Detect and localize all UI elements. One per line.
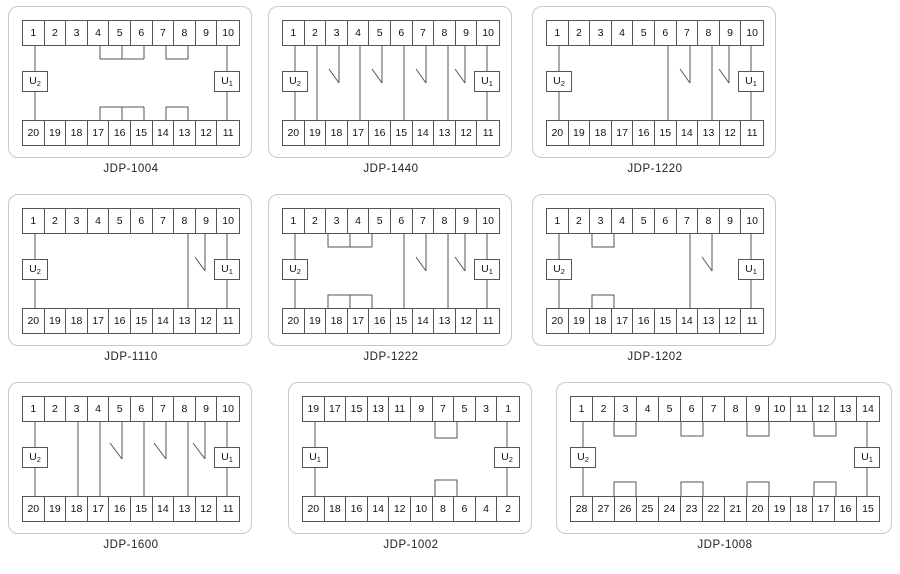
u1-text: $U_1$ (221, 75, 233, 88)
terminal-cell[interactable]: 10 (411, 497, 433, 521)
terminal-cell[interactable]: 4 (637, 397, 659, 421)
terminal-cell[interactable]: 14 (153, 497, 175, 521)
terminal-cell[interactable]: 20 (747, 497, 769, 521)
terminal-cell[interactable]: 15 (391, 121, 413, 145)
terminal-cell[interactable]: 17 (348, 121, 370, 145)
terminal-cell[interactable]: 6 (131, 397, 153, 421)
terminal-cell[interactable]: 4 (88, 209, 110, 233)
terminal-cell[interactable]: 6 (131, 209, 153, 233)
terminal-cell[interactable]: 13 (434, 121, 456, 145)
terminal-cell[interactable]: 5 (633, 209, 655, 233)
terminal-cell[interactable]: 14 (153, 309, 175, 333)
terminal-cell[interactable]: 2 (305, 209, 327, 233)
terminal-cell[interactable]: 15 (131, 497, 153, 521)
terminal-cell[interactable]: 19 (303, 397, 325, 421)
diagram-caption: JDP-1600 (103, 539, 159, 551)
u1-text: $U_1$ (481, 263, 493, 276)
wiring-lines (9, 383, 253, 535)
diagram-caption: JDP-1002 (383, 539, 439, 551)
terminal-cell[interactable]: 5 (109, 21, 131, 45)
terminal-cell[interactable]: 4 (348, 21, 370, 45)
terminal-cell[interactable]: 18 (590, 309, 612, 333)
terminal-cell[interactable]: 6 (655, 209, 677, 233)
terminal-cell[interactable]: 13 (368, 397, 390, 421)
terminal-cell[interactable]: 9 (196, 209, 218, 233)
terminal-cell[interactable]: 16 (109, 497, 131, 521)
terminal-cell[interactable]: 10 (482, 27, 494, 39)
terminal-cell[interactable]: 7 (413, 209, 435, 233)
terminal-cell[interactable]: 20 (283, 121, 305, 145)
terminal-cell[interactable]: 20 (547, 121, 569, 145)
terminal-cell[interactable]: 3 (590, 209, 612, 233)
terminal-cell[interactable]: 5 (633, 21, 655, 45)
wiring-lines (9, 7, 253, 159)
terminal-cell[interactable]: 27 (593, 497, 615, 521)
terminal-cell[interactable]: 10 (222, 215, 234, 227)
u2-text: $U_2$ (289, 263, 301, 276)
terminal-cell[interactable]: 8 (698, 21, 720, 45)
u1-text: $U_1$ (745, 263, 757, 276)
u2-text: $U_2$ (289, 75, 301, 88)
terminal-cell[interactable]: 3 (615, 397, 637, 421)
terminal-cell[interactable]: 17 (325, 397, 347, 421)
wiring-lines (289, 383, 533, 535)
terminal-cell[interactable]: 8 (434, 209, 456, 233)
diagram-jdp-1002 (288, 382, 532, 551)
terminal-cell[interactable]: 12 (196, 121, 218, 145)
terminal-cell[interactable]: 9 (456, 209, 478, 233)
terminal-cell[interactable]: 15 (391, 309, 413, 333)
terminal-cell[interactable]: 3 (326, 209, 348, 233)
terminal-cell[interactable]: 14 (153, 121, 175, 145)
terminal-cell[interactable]: 11 (482, 315, 494, 327)
terminal-cell[interactable]: 18 (590, 121, 612, 145)
terminal-cell[interactable]: 18 (326, 309, 348, 333)
terminal-cell[interactable]: 17 (348, 309, 370, 333)
terminal-cell[interactable]: 2 (505, 503, 512, 515)
diagram-caption: JDP-1008 (697, 539, 753, 551)
terminal-cell[interactable]: 8 (174, 209, 196, 233)
terminal-cell[interactable]: 15 (655, 121, 677, 145)
terminal-cell[interactable]: 16 (369, 121, 391, 145)
terminal-cell[interactable]: 26 (615, 497, 637, 521)
terminal-cell[interactable]: 11 (389, 397, 411, 421)
diagram-jdp-1222 (268, 194, 512, 363)
terminal-cell[interactable]: 3 (476, 397, 498, 421)
terminal-cell[interactable]: 25 (637, 497, 659, 521)
terminal-cell[interactable]: 5 (369, 209, 391, 233)
wiring-lines (557, 383, 893, 535)
terminal-cell[interactable]: 6 (681, 397, 703, 421)
terminal-cell[interactable]: 12 (196, 497, 218, 521)
terminal-cell[interactable]: 11 (746, 127, 758, 139)
terminal-cell[interactable]: 12 (456, 309, 478, 333)
u1-text: $U_1$ (221, 451, 233, 464)
diagram-jdp-1220 (532, 6, 776, 175)
terminal-cell[interactable]: 5 (109, 397, 131, 421)
terminal-cell[interactable]: 8 (433, 497, 455, 521)
terminal-cell[interactable]: 3 (590, 21, 612, 45)
terminal-cell[interactable]: 2 (569, 21, 591, 45)
terminal-cell[interactable]: 1 (283, 21, 305, 45)
terminal-cell[interactable]: 9 (720, 209, 742, 233)
terminal-cell[interactable]: 14 (677, 121, 699, 145)
terminal-cell[interactable]: 13 (835, 397, 857, 421)
terminal-cell[interactable]: 1 (571, 397, 593, 421)
diagram-caption: JDP-1202 (627, 351, 683, 363)
terminal-cell[interactable]: 20 (23, 497, 45, 521)
terminal-cell[interactable]: 6 (391, 21, 413, 45)
diagram-jdp-1008 (556, 382, 892, 551)
diagram-jdp-1110 (8, 194, 252, 363)
terminal-cell[interactable]: 9 (196, 397, 218, 421)
terminal-cell[interactable]: 19 (569, 121, 591, 145)
terminal-cell[interactable]: 3 (66, 397, 88, 421)
terminal-cell[interactable]: 7 (677, 21, 699, 45)
terminal-cell[interactable]: 4 (612, 21, 634, 45)
terminal-cell[interactable]: 2 (569, 209, 591, 233)
terminal-cell[interactable]: 12 (720, 309, 742, 333)
terminal-cell[interactable]: 8 (725, 397, 747, 421)
terminal-cell[interactable]: 14 (862, 403, 874, 415)
terminal-cell[interactable]: 8 (434, 21, 456, 45)
wiring-lines (533, 195, 777, 347)
terminal-cell[interactable]: 13 (698, 121, 720, 145)
terminal-cell[interactable]: 28 (571, 497, 593, 521)
terminal-cell[interactable]: 9 (456, 21, 478, 45)
terminal-cell[interactable]: 6 (655, 21, 677, 45)
terminal-cell[interactable]: 20 (283, 309, 305, 333)
terminal-cell[interactable]: 9 (411, 397, 433, 421)
diagram-caption: JDP-1440 (363, 163, 419, 175)
terminal-cell[interactable]: 4 (612, 209, 634, 233)
terminal-cell[interactable]: 11 (222, 503, 234, 515)
terminal-cell[interactable]: 18 (66, 121, 88, 145)
terminal-cell[interactable]: 10 (746, 27, 758, 39)
terminal-cell[interactable]: 13 (698, 309, 720, 333)
diagram-jdp-1004 (8, 6, 252, 175)
terminal-cell[interactable]: 9 (747, 397, 769, 421)
diagram-caption: JDP-1220 (627, 163, 683, 175)
terminal-cell[interactable]: 20 (303, 497, 325, 521)
terminal-cell[interactable]: 15 (131, 309, 153, 333)
u1-text: $U_1$ (309, 451, 321, 464)
terminal-cell[interactable]: 9 (196, 21, 218, 45)
terminal-cell[interactable]: 10 (222, 27, 234, 39)
terminal-cell[interactable]: 18 (66, 309, 88, 333)
u2-text: $U_2$ (501, 451, 513, 464)
terminal-cell[interactable]: 17 (88, 309, 110, 333)
terminal-cell[interactable]: 17 (813, 497, 835, 521)
terminal-cell[interactable]: 5 (659, 397, 681, 421)
terminal-cell[interactable]: 1 (23, 21, 45, 45)
terminal-cell[interactable]: 7 (677, 209, 699, 233)
terminal-cell[interactable]: 24 (659, 497, 681, 521)
terminal-cell[interactable]: 1 (505, 403, 512, 415)
terminal-cell[interactable]: 2 (45, 21, 67, 45)
terminal-cell[interactable]: 19 (45, 121, 67, 145)
terminal-cell[interactable]: 14 (413, 121, 435, 145)
terminal-cell[interactable]: 8 (698, 209, 720, 233)
terminal-cell[interactable]: 20 (23, 309, 45, 333)
terminal-cell[interactable]: 7 (703, 397, 725, 421)
terminal-cell[interactable]: 12 (389, 497, 411, 521)
terminal-cell[interactable]: 8 (174, 397, 196, 421)
wiring-lines (9, 195, 253, 347)
terminal-cell[interactable]: 19 (305, 121, 327, 145)
terminal-cell[interactable]: 23 (681, 497, 703, 521)
u1-text: $U_1$ (481, 75, 493, 88)
terminal-cell[interactable]: 12 (456, 121, 478, 145)
terminal-cell[interactable]: 15 (655, 309, 677, 333)
terminal-cell[interactable]: 2 (593, 397, 615, 421)
u2-text: $U_2$ (577, 451, 589, 464)
terminal-cell[interactable]: 18 (791, 497, 813, 521)
terminal-cell[interactable]: 17 (612, 309, 634, 333)
u2-text: $U_2$ (29, 263, 41, 276)
terminal-cell[interactable]: 14 (677, 309, 699, 333)
u2-text: $U_2$ (29, 451, 41, 464)
terminal-cell[interactable]: 3 (66, 209, 88, 233)
terminal-cell[interactable]: 11 (222, 127, 234, 139)
terminal-cell[interactable]: 5 (369, 21, 391, 45)
terminal-cell[interactable]: 21 (725, 497, 747, 521)
terminal-cell[interactable]: 15 (346, 397, 368, 421)
terminal-cell[interactable]: 19 (305, 309, 327, 333)
terminal-cell[interactable]: 16 (369, 309, 391, 333)
terminal-cell[interactable]: 7 (153, 397, 175, 421)
terminal-cell[interactable]: 5 (454, 397, 476, 421)
terminal-cell[interactable]: 1 (23, 209, 45, 233)
u1-text: $U_1$ (861, 451, 873, 464)
terminal-cell[interactable]: 15 (131, 121, 153, 145)
terminal-cell[interactable]: 16 (109, 121, 131, 145)
terminal-cell[interactable]: 20 (547, 309, 569, 333)
terminal-cell[interactable]: 10 (482, 215, 494, 227)
wiring-lines (269, 7, 513, 159)
terminal-cell[interactable]: 22 (703, 497, 725, 521)
terminal-cell[interactable]: 8 (174, 21, 196, 45)
terminal-cell[interactable]: 16 (633, 309, 655, 333)
terminal-cell[interactable]: 7 (433, 397, 455, 421)
terminal-cell[interactable]: 12 (813, 397, 835, 421)
terminal-cell[interactable]: 7 (153, 209, 175, 233)
terminal-cell[interactable]: 19 (45, 497, 67, 521)
terminal-cell[interactable]: 18 (66, 497, 88, 521)
terminal-cell[interactable]: 15 (862, 503, 874, 515)
terminal-cell[interactable]: 12 (720, 121, 742, 145)
terminal-cell[interactable]: 3 (326, 21, 348, 45)
u2-text: $U_2$ (553, 263, 565, 276)
terminal-cell[interactable]: 1 (547, 21, 569, 45)
terminal-cell[interactable]: 16 (633, 121, 655, 145)
u2-text: $U_2$ (553, 75, 565, 88)
terminal-cell[interactable]: 3 (66, 21, 88, 45)
terminal-cell[interactable]: 9 (720, 21, 742, 45)
u1-text: $U_1$ (745, 75, 757, 88)
diagram-caption: JDP-1222 (363, 351, 419, 363)
terminal-cell[interactable]: 6 (131, 21, 153, 45)
terminal-cell[interactable]: 11 (482, 127, 494, 139)
terminal-cell[interactable]: 13 (434, 309, 456, 333)
terminal-cell[interactable]: 19 (769, 497, 791, 521)
terminal-cell[interactable]: 1 (547, 209, 569, 233)
terminal-cell[interactable]: 14 (413, 309, 435, 333)
wiring-lines (269, 195, 513, 347)
terminal-cell[interactable]: 4 (476, 497, 498, 521)
wiring-lines (533, 7, 777, 159)
terminal-cell[interactable]: 5 (109, 209, 131, 233)
terminal-cell[interactable]: 19 (45, 309, 67, 333)
diagram-jdp-1600 (8, 382, 252, 551)
terminal-cell[interactable]: 7 (413, 21, 435, 45)
terminal-cell[interactable]: 11 (791, 397, 813, 421)
terminal-cell[interactable]: 13 (174, 309, 196, 333)
terminal-cell[interactable]: 17 (88, 497, 110, 521)
terminal-cell[interactable]: 7 (153, 21, 175, 45)
terminal-cell[interactable]: 4 (88, 21, 110, 45)
terminal-cell[interactable]: 13 (174, 121, 196, 145)
terminal-cell[interactable]: 2 (45, 397, 67, 421)
terminal-cell[interactable]: 4 (88, 397, 110, 421)
terminal-cell[interactable]: 12 (196, 309, 218, 333)
terminal-cell[interactable]: 6 (454, 497, 476, 521)
terminal-cell[interactable]: 14 (368, 497, 390, 521)
terminal-cell[interactable]: 16 (835, 497, 857, 521)
diagram-caption: JDP-1110 (104, 351, 158, 363)
diagram-caption: JDP-1004 (103, 163, 159, 175)
terminal-cell[interactable]: 20 (23, 121, 45, 145)
terminal-cell[interactable]: 1 (283, 209, 305, 233)
terminal-cell[interactable]: 4 (348, 209, 370, 233)
terminal-cell[interactable]: 16 (109, 309, 131, 333)
terminal-cell[interactable]: 2 (305, 21, 327, 45)
terminal-cell[interactable]: 10 (746, 215, 758, 227)
terminal-cell[interactable]: 11 (222, 315, 234, 327)
terminal-cell[interactable]: 17 (612, 121, 634, 145)
diagram-jdp-1202 (532, 194, 776, 363)
terminal-cell[interactable]: 17 (88, 121, 110, 145)
terminal-cell[interactable]: 10 (769, 397, 791, 421)
terminal-cell[interactable]: 11 (746, 315, 758, 327)
diagram-jdp-1440 (268, 6, 512, 175)
terminal-cell[interactable]: 16 (346, 497, 368, 521)
terminal-cell[interactable]: 10 (222, 403, 234, 415)
terminal-cell[interactable]: 1 (23, 397, 45, 421)
terminal-cell[interactable]: 18 (325, 497, 347, 521)
terminal-cell[interactable]: 18 (326, 121, 348, 145)
terminal-cell[interactable]: 19 (569, 309, 591, 333)
terminal-cell[interactable]: 6 (391, 209, 413, 233)
u2-text: $U_2$ (29, 75, 41, 88)
terminal-cell[interactable]: 2 (45, 209, 67, 233)
u1-text: $U_1$ (221, 263, 233, 276)
terminal-cell[interactable]: 13 (174, 497, 196, 521)
